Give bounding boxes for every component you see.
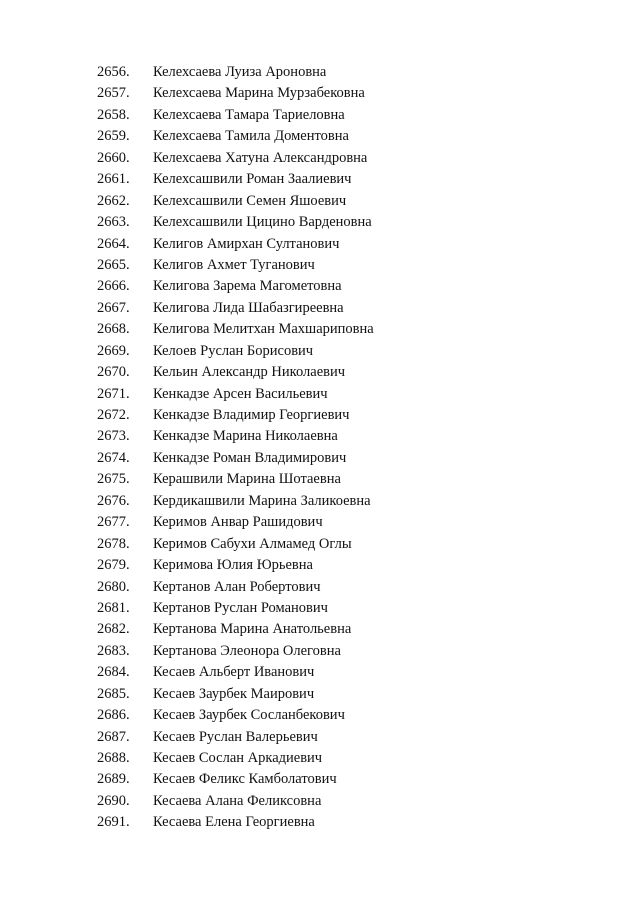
- entry-number: 2669.: [97, 342, 130, 359]
- list-item: [0, 319, 640, 340]
- list-item: [0, 105, 640, 126]
- list-item: [0, 491, 640, 512]
- entry-number: 2687.: [97, 728, 130, 745]
- list-item: [0, 469, 640, 490]
- list-item: [0, 662, 640, 683]
- entry-number: 2656.: [97, 64, 130, 80]
- list-item: [0, 812, 640, 833]
- name-list: [0, 62, 640, 834]
- list-item: [0, 426, 640, 447]
- list-item: [0, 577, 640, 598]
- entry-number: 2661.: [97, 171, 130, 188]
- entry-name: Келехсаева Тамара Тариеловна: [153, 106, 345, 123]
- entry-name: Керимов Сабухи Алмамед Оглы: [153, 535, 352, 552]
- list-item: [0, 705, 640, 726]
- entry-number: 2657.: [97, 85, 130, 102]
- entry-name: Кесаев Феликс Камболатович: [153, 771, 337, 788]
- entry-number: 2664.: [97, 235, 130, 252]
- entry-name: Келоев Руслан Борисович: [153, 342, 314, 359]
- entry-name: Келехсаева Хатуна Александровна: [153, 149, 368, 166]
- entry-number: 2681.: [97, 599, 130, 616]
- entry-number: 2658.: [97, 106, 130, 123]
- entry-name: Кенкадзе Марина Николаевна: [153, 428, 338, 445]
- entry-name: Келехсашвили Цицино Варденовна: [153, 214, 372, 231]
- list-item: [0, 191, 640, 212]
- list-item: [0, 512, 640, 533]
- list-item: [0, 212, 640, 233]
- entry-name: Кертанова Марина Анатольевна: [153, 621, 352, 638]
- entry-name: Кенкадзе Арсен Васильевич: [153, 385, 328, 402]
- entry-name: Келигова Лида Шабазгиреевна: [153, 299, 344, 316]
- list-item: [0, 534, 640, 555]
- entry-number: 2662.: [97, 192, 130, 209]
- entry-number: 2691.: [97, 814, 130, 831]
- entry-number: 2678.: [97, 535, 130, 552]
- list-item: [0, 298, 640, 319]
- entry-number: 2680.: [97, 578, 130, 595]
- list-item: [0, 769, 640, 790]
- entry-name: Келехсашвили Семен Яшоевич: [153, 192, 347, 209]
- entry-name: Келехсаева Марина Мурзабековна: [153, 85, 365, 102]
- entry-number: 2673.: [97, 428, 130, 445]
- entry-number: 2660.: [97, 149, 130, 166]
- entry-name: Кесаева Алана Феликсовна: [153, 792, 322, 809]
- list-item: [0, 791, 640, 812]
- entry-name: Келигов Амирхан Султанович: [153, 235, 340, 252]
- entry-number: 2663.: [97, 214, 130, 231]
- list-item: [0, 169, 640, 190]
- entry-name: Кертанова Элеонора Олеговна: [153, 642, 341, 659]
- list-item: [0, 362, 640, 383]
- list-item: [0, 684, 640, 705]
- entry-name: Келехсаева Луиза Ароновна: [153, 64, 327, 80]
- list-item: [0, 148, 640, 169]
- list-item: [0, 255, 640, 276]
- entry-name: Кесаев Заурбек Маирович: [153, 685, 315, 702]
- list-item: [0, 384, 640, 405]
- list-item: [0, 555, 640, 576]
- entry-name: Кердикашвили Марина Заликоевна: [153, 492, 371, 509]
- entry-number: 2671.: [97, 385, 130, 402]
- list-item: [0, 234, 640, 255]
- list-item: [0, 83, 640, 104]
- entry-number: 2689.: [97, 771, 130, 788]
- entry-name: Келигова Зарема Магометовна: [153, 278, 342, 295]
- entry-name: Кенкадзе Владимир Георгиевич: [153, 407, 350, 423]
- entry-name: Кенкадзе Роман Владимирович: [153, 449, 347, 466]
- entry-name: Керашвили Марина Шотаевна: [153, 471, 341, 488]
- list-item: [0, 619, 640, 640]
- entry-number: 2688.: [97, 750, 130, 766]
- entry-number: 2684.: [97, 664, 130, 681]
- entry-number: 2690.: [97, 792, 130, 809]
- entry-number: 2667.: [97, 299, 130, 316]
- entry-number: 2686.: [97, 707, 130, 724]
- entry-name: Кесаев Альберт Иванович: [153, 664, 315, 681]
- entry-name: Кесаев Заурбек Сосланбекович: [153, 707, 345, 724]
- entry-number: 2668.: [97, 321, 130, 338]
- list-item: [0, 727, 640, 748]
- list-item: [0, 126, 640, 147]
- entry-number: 2676.: [97, 492, 130, 509]
- entry-number: 2675.: [97, 471, 130, 488]
- entry-name: Кельин Александр Николаевич: [153, 364, 346, 381]
- entry-name: Келехсаева Тамила Доментовна: [153, 128, 349, 145]
- entry-number: 2685.: [97, 685, 130, 702]
- entry-number: 2674.: [97, 449, 130, 466]
- entry-name: Кертанов Алан Робертович: [153, 578, 321, 595]
- entry-number: 2683.: [97, 642, 130, 659]
- list-item: [0, 448, 640, 469]
- entry-name: Келигова Мелитхан Махшариповна: [153, 321, 374, 338]
- entry-number: 2682.: [97, 621, 130, 638]
- entry-name: Келигов Ахмет Туганович: [153, 256, 315, 273]
- list-item: [0, 405, 640, 426]
- list-item: [0, 341, 640, 362]
- list-item: [0, 641, 640, 662]
- list-item: [0, 276, 640, 297]
- entry-name: Кесаев Сослан Аркадиевич: [153, 750, 323, 766]
- entry-number: 2670.: [97, 364, 130, 381]
- entry-name: Кертанов Руслан Романович: [153, 599, 328, 616]
- entry-name: Керимова Юлия Юрьевна: [153, 557, 313, 574]
- entry-number: 2659.: [97, 128, 130, 145]
- entry-number: 2677.: [97, 514, 130, 531]
- entry-number: 2672.: [97, 407, 130, 423]
- list-item: [0, 748, 640, 769]
- list-item: [0, 62, 640, 83]
- entry-name: Кесаева Елена Георгиевна: [153, 814, 315, 831]
- entry-number: 2666.: [97, 278, 130, 295]
- entry-name: Келехсашвили Роман Заалиевич: [153, 171, 352, 188]
- entry-number: 2665.: [97, 256, 130, 273]
- entry-name: Кесаев Руслан Валерьевич: [153, 728, 318, 745]
- list-item: [0, 598, 640, 619]
- entry-number: 2679.: [97, 557, 130, 574]
- entry-name: Керимов Анвар Рашидович: [153, 514, 323, 531]
